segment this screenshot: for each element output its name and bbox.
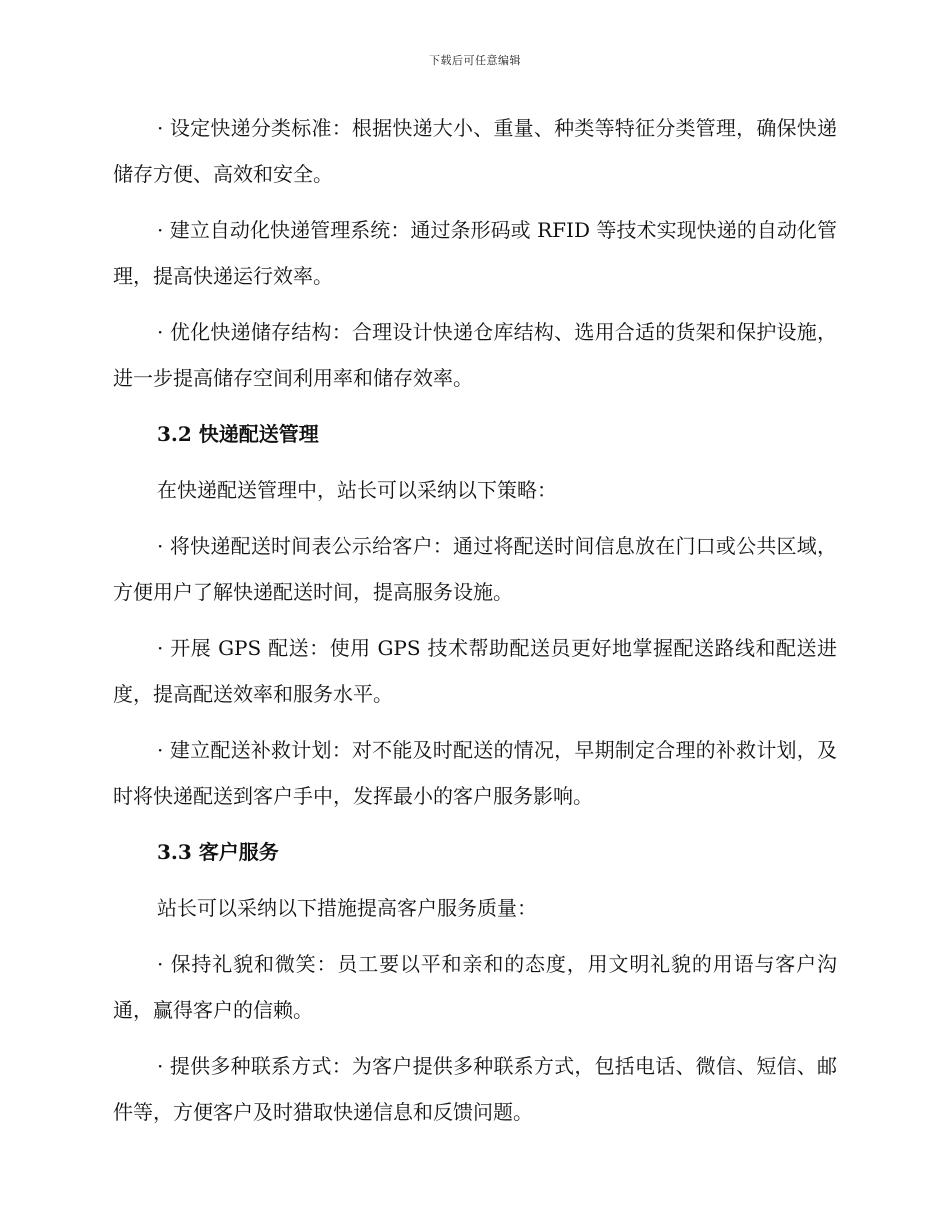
bullet-courtesy: · 保持礼貌和微笑：员工要以平和亲和的态度，用文明礼貌的用语与客户沟通，赢得客户的信赖。 (113, 952, 837, 1022)
section-heading-customer-service: 3.3 客户服务 (157, 840, 279, 864)
document-body (113, 105, 837, 1145)
section-heading-delivery: 3.2 快递配送管理 (157, 422, 319, 446)
page-header: 下载后可任意编辑 (429, 54, 521, 67)
bullet-gps-delivery: · 开展 GPS 配送：使用 GPS 技术帮助配送员更好地掌握配送路线和配送进度，提高配送效率和服务水平。 (113, 636, 837, 706)
customer-service-intro: 站长可以采纳以下措施提高客户服务质量： (157, 896, 537, 920)
bullet-contact-methods: · 提供多种联系方式：为客户提供多种联系方式，包括电话、微信、短信、邮件等，方便客户及时猎取快递信息和反馈问题。 (113, 1054, 837, 1124)
delivery-intro: 在快递配送管理中，站长可以采纳以下策略： (157, 478, 557, 502)
bullet-storage-structure: · 优化快递储存结构：合理设计快递仓库结构、选用合适的货架和保护设施，进一步提高储存空间利用率和储存效率。 (113, 320, 837, 390)
bullet-classification-standard: · 设定快递分类标准：根据快递大小、重量、种类等特征分类管理，确保快递储存方便、高效和安全。 (113, 116, 837, 186)
bullet-delivery-schedule: · 将快递配送时间表公示给客户：通过将配送时间信息放在门口或公共区域，方便用户了解快递配送时间，提高服务设施。 (113, 534, 837, 604)
bullet-automated-system: · 建立自动化快递管理系统：通过条形码或 RFID 等技术实现快递的自动化管理，提高快递运行效率。 (113, 218, 837, 288)
bullet-remedy-plan: · 建立配送补救计划：对不能及时配送的情况，早期制定合理的补救计划，及时将快递配送到客户手中，发挥最小的客户服务影响。 (113, 738, 837, 808)
